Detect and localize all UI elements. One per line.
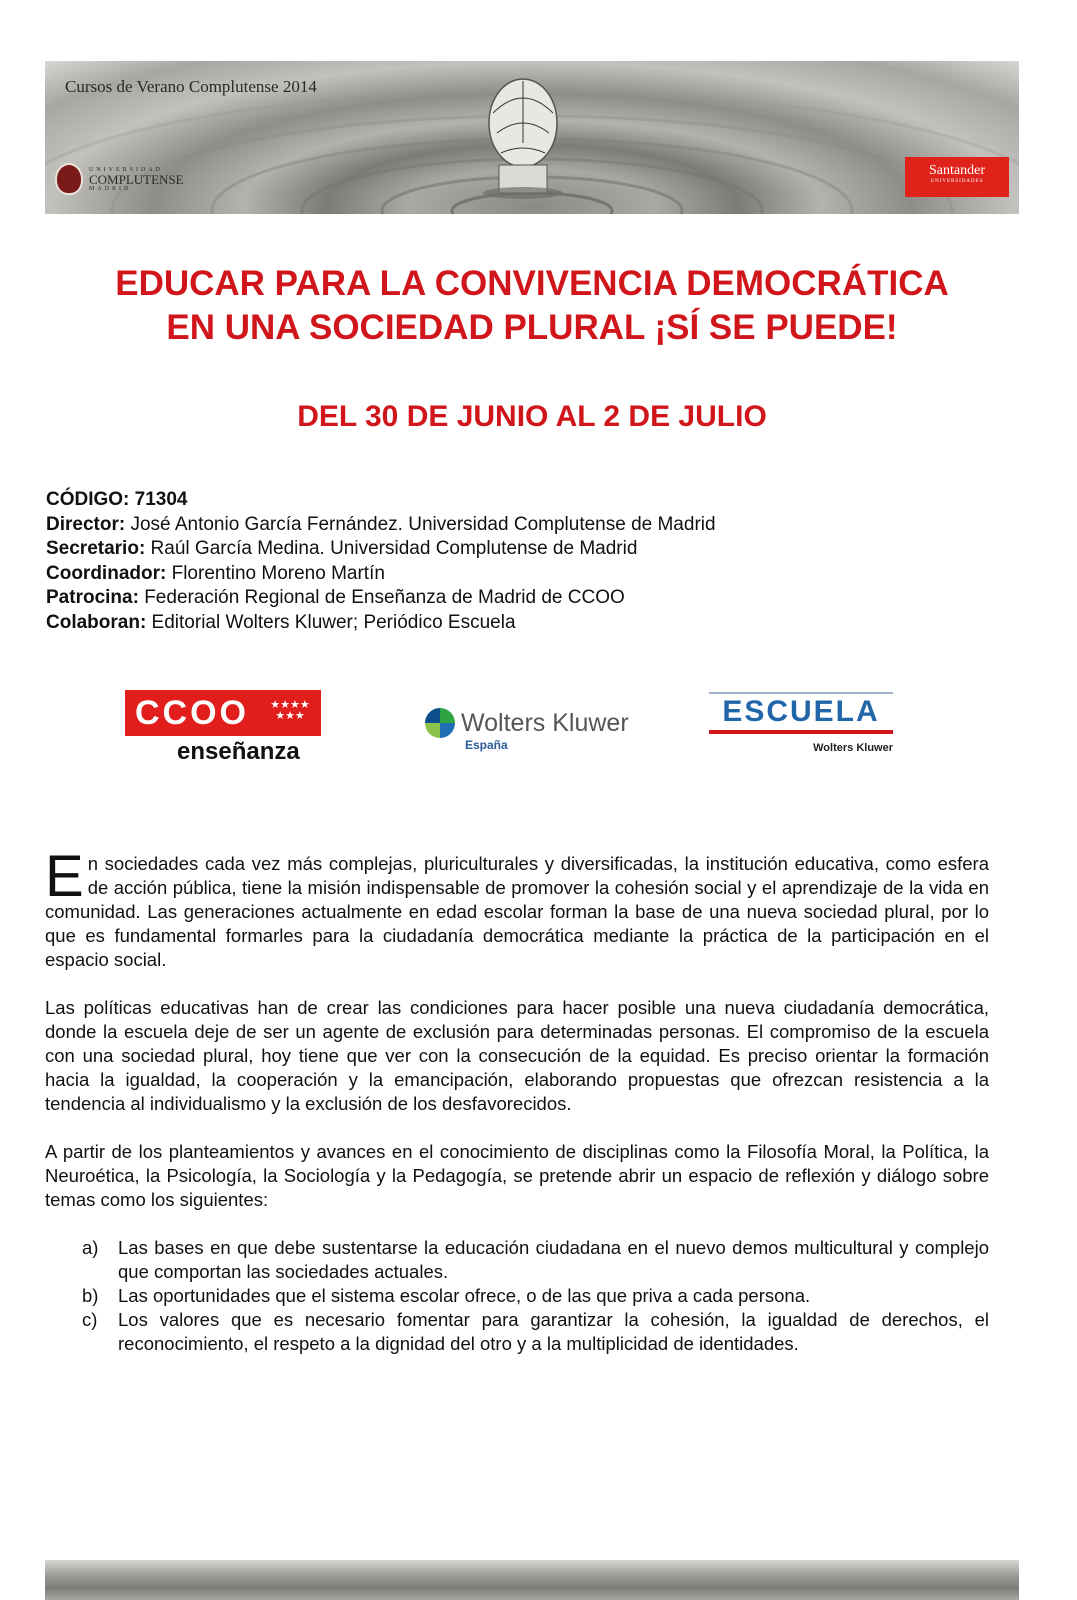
santander-logo bbox=[905, 157, 1009, 197]
list-item bbox=[45, 1236, 989, 1284]
university-label: UNIVERSIDAD bbox=[89, 166, 163, 173]
complutense-logo bbox=[55, 163, 184, 195]
footer-banner-image bbox=[45, 1560, 1019, 1600]
university-name: COMPLUTENSE bbox=[89, 171, 184, 187]
escuela-word: ESCUELA bbox=[722, 695, 880, 728]
title-line-2: EN UNA SOCIEDAD PLURAL ¡SÍ SE PUEDE! bbox=[166, 308, 898, 347]
course-description bbox=[45, 844, 989, 1356]
course-dates: DEL 30 DE JUNIO AL 2 DE JULIO bbox=[297, 400, 767, 433]
list-item bbox=[45, 1308, 989, 1356]
wolters-kluwer-mark-icon bbox=[425, 708, 455, 738]
wolters-kluwer-sub: España bbox=[465, 738, 508, 752]
ccoo-subtitle: enseñanza bbox=[177, 738, 300, 765]
list-marker: c) bbox=[82, 1309, 98, 1330]
list-item-text: Las oportunidades que el sistema escolar ofrece, o de las que priva a cada persona. bbox=[118, 1285, 811, 1306]
secretario-value: Raúl García Medina. Universidad Complutense de Madrid bbox=[145, 538, 638, 559]
director-value: José Antonio García Fernández. Universidad Complutense de Madrid bbox=[125, 513, 716, 535]
colaboran-value: Editorial Wolters Kluwer; Periódico Escuela bbox=[146, 611, 516, 633]
banner-title: Cursos de Verano Complutense 2014 bbox=[65, 77, 317, 96]
codigo-line bbox=[46, 488, 716, 513]
patrocina-line bbox=[46, 586, 716, 611]
list-marker: b) bbox=[82, 1285, 99, 1306]
coordinador-line bbox=[46, 562, 716, 587]
patrocina-value: Federación Regional de Enseñanza de Madrid de CCOO bbox=[138, 587, 625, 608]
codigo-label: CÓDIGO: bbox=[46, 489, 130, 510]
sponsor-logos bbox=[45, 680, 1019, 780]
ccoo-stars-icon: ★★★★★★★ bbox=[270, 699, 310, 722]
santander-sub: UNIVERSIDADES bbox=[930, 179, 984, 184]
escuela-sub: Wolters Kluwer bbox=[813, 742, 893, 754]
colaboran-label: Colaboran: bbox=[46, 611, 147, 633]
complutense-seal-icon bbox=[55, 163, 83, 195]
secretario-label: Secretario: bbox=[46, 538, 146, 559]
drop-cap: E bbox=[45, 844, 84, 909]
title-line-1: EDUCAR PARA LA CONVIVENCIA DEMOCRÁTICA bbox=[115, 264, 949, 303]
wolters-kluwer-logo bbox=[425, 708, 629, 752]
phrenology-head-image bbox=[477, 73, 569, 201]
director-label: Director: bbox=[46, 513, 126, 535]
header-banner bbox=[45, 61, 1019, 214]
list-item-text: Las bases en que debe sustentarse la educación ciudadana en el nuevo demos multicultural y complejo que comportan las sociedades actuales. bbox=[118, 1237, 989, 1282]
coordinador-label: Coordinador: bbox=[46, 562, 167, 584]
colaboran-line bbox=[46, 611, 716, 636]
page-title bbox=[45, 262, 1019, 350]
wolters-kluwer-name: Wolters Kluwer bbox=[461, 709, 629, 737]
list-marker: a) bbox=[82, 1237, 99, 1258]
paragraph-2: Las políticas educativas han de crear las condiciones para hacer posible una nueva ciudadanía democrática, donde la escuela deje de ser un agente de exclusión para determinadas personas. El compromiso de la escuela con una sociedad plural, hoy tiene que ver con la consecución de la equidad. Es preciso orientar la formación hacia la igualdad, la cooperación y la emancipación, elaborando propuestas que ofrezcan resistencia a la tendencia al individualismo y la exclusión de los desfavorecidos. bbox=[45, 997, 989, 1114]
paragraph-1 bbox=[45, 844, 989, 972]
escuela-logo bbox=[709, 692, 893, 754]
codigo-value: 71304 bbox=[129, 489, 188, 510]
patrocina-label: Patrocina: bbox=[46, 587, 139, 608]
course-info bbox=[46, 488, 716, 635]
topics-list bbox=[45, 1236, 989, 1356]
ccoo-letters: CCOO bbox=[135, 694, 249, 732]
paragraph-3: A partir de los planteamientos y avances en el conocimiento de disciplinas como la Filosofía Moral, la Política, la Neuroética, la Psicología, la Sociología y la Pedagogía, se pretende abrir un espacio de reflexión y diálogo sobre temas como los siguientes: bbox=[45, 1141, 989, 1210]
coordinador-value: Florentino Moreno Martín bbox=[166, 562, 385, 584]
secretario-line bbox=[46, 537, 716, 562]
ccoo-logo bbox=[125, 690, 321, 766]
director-line bbox=[46, 513, 716, 538]
paragraph-1-text: n sociedades cada vez más complejas, pluriculturales y diversificadas, la institución educativa, como esfera de acción pública, tiene la misión indispensable de promover la cohesión social y el aprendizaje de la vida en comunidad. Las generaciones actualmente en edad escolar forman la base de una nueva sociedad plural, por lo que es fundamental formarles para la ciudadanía democrática mediante la práctica de la participación en el espacio social. bbox=[45, 853, 989, 970]
list-item bbox=[45, 1284, 989, 1308]
santander-name: Santander bbox=[929, 163, 985, 178]
list-item-text: Los valores que es necesario fomentar para garantizar la cohesión, la igualdad de derechos, el reconocimiento, el respeto a la dignidad del otro y a la multiplicidad de identidades. bbox=[118, 1309, 989, 1354]
university-city: MADRID bbox=[89, 185, 132, 192]
